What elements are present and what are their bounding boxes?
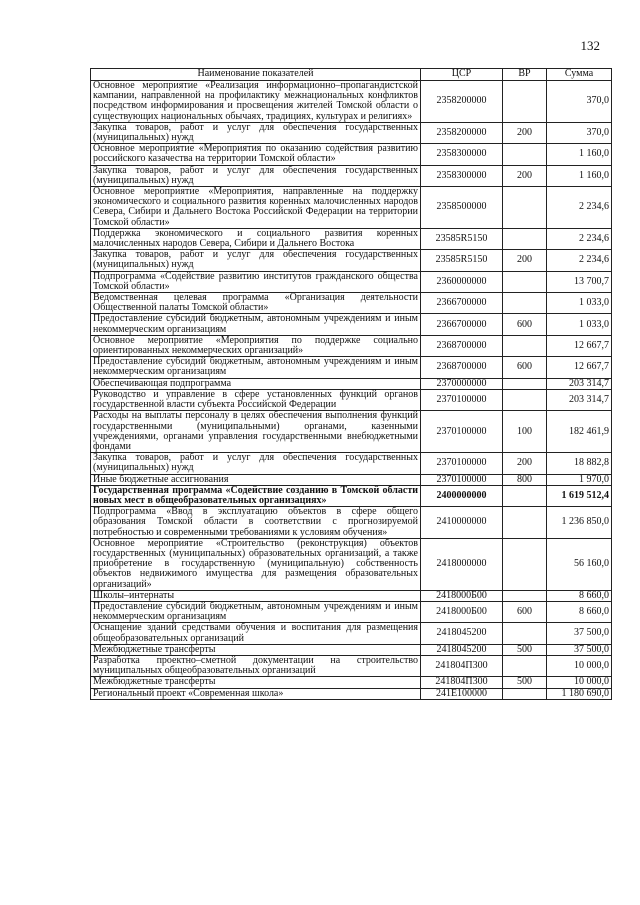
- row-csr-cell: 2370100000: [421, 474, 503, 485]
- row-csr-cell: 241E100000: [421, 688, 503, 699]
- table-row: [91, 144, 612, 165]
- table-header-row: [91, 69, 612, 81]
- row-vr-cell: [503, 293, 547, 314]
- row-sum-cell: 18 882,8: [547, 453, 612, 474]
- table-row: [91, 688, 612, 699]
- row-sum-cell: 10 000,0: [547, 655, 612, 676]
- row-name-cell: Подпрограмма «Ввод в эксплуатацию объектов в сфере общего образования Томской области в соответствии с прогнозируемой потребностью и современными требованиями к условиям обучения»: [91, 507, 421, 539]
- row-csr-cell: 2358300000: [421, 144, 503, 165]
- row-name-cell: Предоставление субсидий бюджетным, автономным учреждениям и иным некоммерческим организациям: [91, 357, 421, 378]
- table-row: [91, 228, 612, 249]
- table-row: [91, 335, 612, 356]
- table-row: [91, 601, 612, 622]
- row-csr-cell: 2360000000: [421, 271, 503, 292]
- row-sum-cell: 203 314,7: [547, 389, 612, 410]
- header-sum: Сумма: [547, 69, 612, 81]
- row-csr-cell: 241804П300: [421, 655, 503, 676]
- row-csr-cell: 23585R5150: [421, 250, 503, 271]
- row-sum-cell: 56 160,0: [547, 538, 612, 590]
- row-name-cell: Разработка проектно–сметной документации на строительство муниципальных общеобразовательных организаций: [91, 655, 421, 676]
- row-name-cell: Подпрограмма «Содействие развитию институтов гражданского общества Томской области»: [91, 271, 421, 292]
- row-csr-cell: 2358500000: [421, 187, 503, 229]
- row-name-cell: Закупка товаров, работ и услуг для обеспечения государственных (муниципальных) нужд: [91, 165, 421, 186]
- row-csr-cell: 2418000Б00: [421, 601, 503, 622]
- table-row: [91, 538, 612, 590]
- table-row: [91, 271, 612, 292]
- row-sum-cell: 370,0: [547, 122, 612, 143]
- row-vr-cell: [503, 655, 547, 676]
- row-name-cell: Оснащение зданий средствами обучения и воспитания для размещения общеобразовательных организаций: [91, 623, 421, 644]
- table-row: [91, 314, 612, 335]
- row-vr-cell: 200: [503, 165, 547, 186]
- row-vr-cell: 200: [503, 122, 547, 143]
- row-sum-cell: 370,0: [547, 81, 612, 123]
- row-name-cell: Основное мероприятие «Реализация информационно–пропагандистской кампании, направленной на профилактику межнациональных конфликтов посредством информирования и просвещения жителей Томской области о существующих национальных обычаях, традициях, культурах и религиях»: [91, 81, 421, 123]
- row-csr-cell: 2410000000: [421, 507, 503, 539]
- header-name: Наименование показателей: [91, 69, 421, 81]
- row-vr-cell: [503, 389, 547, 410]
- row-csr-cell: 2366700000: [421, 314, 503, 335]
- row-name-cell: Предоставление субсидий бюджетным, автономным учреждениям и иным некоммерческим организациям: [91, 601, 421, 622]
- row-vr-cell: [503, 623, 547, 644]
- table-row: [91, 122, 612, 143]
- row-sum-cell: 1 033,0: [547, 293, 612, 314]
- row-sum-cell: 8 660,0: [547, 590, 612, 601]
- row-csr-cell: 2368700000: [421, 357, 503, 378]
- row-sum-cell: 1 180 690,0: [547, 688, 612, 699]
- row-sum-cell: 1 160,0: [547, 165, 612, 186]
- row-name-cell: Государственная программа «Содействие созданию в Томской области новых мест в общеобразовательных организациях»: [91, 485, 421, 506]
- row-sum-cell: 12 667,7: [547, 335, 612, 356]
- row-sum-cell: 2 234,6: [547, 250, 612, 271]
- row-vr-cell: 600: [503, 314, 547, 335]
- table-row: [91, 81, 612, 123]
- row-name-cell: Региональный проект «Современная школа»: [91, 688, 421, 699]
- row-vr-cell: 600: [503, 601, 547, 622]
- row-sum-cell: 13 700,7: [547, 271, 612, 292]
- row-name-cell: Ведомственная целевая программа «Организация деятельности Общественной палаты Томской области»: [91, 293, 421, 314]
- row-sum-cell: 2 234,6: [547, 187, 612, 229]
- row-csr-cell: 2366700000: [421, 293, 503, 314]
- row-sum-cell: 1 160,0: [547, 144, 612, 165]
- table-row: [91, 165, 612, 186]
- row-sum-cell: 1 033,0: [547, 314, 612, 335]
- row-name-cell: Закупка товаров, работ и услуг для обеспечения государственных (муниципальных) нужд: [91, 250, 421, 271]
- row-sum-cell: 37 500,0: [547, 623, 612, 644]
- table-row: [91, 411, 612, 453]
- table-row: [91, 453, 612, 474]
- row-name-cell: Основное мероприятие «Мероприятия по поддержке социально ориентированных некоммерческих организаций»: [91, 335, 421, 356]
- row-vr-cell: [503, 507, 547, 539]
- table-row: [91, 507, 612, 539]
- row-csr-cell: 2418000000: [421, 538, 503, 590]
- row-name-cell: Закупка товаров, работ и услуг для обеспечения государственных (муниципальных) нужд: [91, 453, 421, 474]
- row-csr-cell: 2370100000: [421, 389, 503, 410]
- row-csr-cell: 2418000Б00: [421, 590, 503, 601]
- row-vr-cell: [503, 590, 547, 601]
- row-csr-cell: 2418045200: [421, 644, 503, 655]
- page-number: 132: [580, 38, 600, 53]
- row-name-cell: Поддержка экономического и социального развития коренных малочисленных народов Севера, Сибири и Дальнего Востока: [91, 228, 421, 249]
- row-vr-cell: [503, 271, 547, 292]
- row-sum-cell: 37 500,0: [547, 644, 612, 655]
- row-sum-cell: 1 619 512,4: [547, 485, 612, 506]
- row-name-cell: Школы–интернаты: [91, 590, 421, 601]
- row-csr-cell: 2400000000: [421, 485, 503, 506]
- row-sum-cell: 182 461,9: [547, 411, 612, 453]
- table-row: [91, 357, 612, 378]
- table-row: [91, 378, 612, 389]
- row-csr-cell: 2370100000: [421, 411, 503, 453]
- row-vr-cell: [503, 187, 547, 229]
- budget-table: [90, 68, 612, 700]
- table-row: [91, 590, 612, 601]
- row-vr-cell: [503, 538, 547, 590]
- table-row: [91, 250, 612, 271]
- table-row: [91, 474, 612, 485]
- header-csr: ЦСР: [421, 69, 503, 81]
- row-vr-cell: 800: [503, 474, 547, 485]
- row-vr-cell: 200: [503, 250, 547, 271]
- row-name-cell: Основное мероприятие «Строительство (реконструкция) объектов государственных (муниципальных) образовательных организаций, а также приобретение в государственную (муниципальную) собственность объектов недвижимого имущества для размещения образовательных организаций»: [91, 538, 421, 590]
- row-name-cell: Основное мероприятие «Мероприятия по оказанию содействия развитию российского казачества на территории Томской области»: [91, 144, 421, 165]
- row-vr-cell: [503, 144, 547, 165]
- row-name-cell: Основное мероприятие «Мероприятия, направленные на поддержку экономического и социального развития коренных малочисленных народов Севера, Сибири и Дальнего Востока Российской Федерации на территории Томской области»: [91, 187, 421, 229]
- row-csr-cell: 2358200000: [421, 81, 503, 123]
- row-vr-cell: 500: [503, 677, 547, 688]
- row-name-cell: Обеспечивающая подпрограмма: [91, 378, 421, 389]
- row-vr-cell: [503, 688, 547, 699]
- row-sum-cell: 10 000,0: [547, 677, 612, 688]
- row-vr-cell: [503, 228, 547, 249]
- row-vr-cell: 200: [503, 453, 547, 474]
- table-row: [91, 485, 612, 506]
- table-body: [91, 81, 612, 700]
- row-csr-cell: 2358200000: [421, 122, 503, 143]
- table-row: [91, 389, 612, 410]
- row-vr-cell: 600: [503, 357, 547, 378]
- row-csr-cell: 23585R5150: [421, 228, 503, 249]
- row-csr-cell: 2418045200: [421, 623, 503, 644]
- row-sum-cell: 203 314,7: [547, 378, 612, 389]
- table-row: [91, 187, 612, 229]
- row-name-cell: Межбюджетные трансферты: [91, 677, 421, 688]
- row-sum-cell: 1 236 850,0: [547, 507, 612, 539]
- table-row: [91, 293, 612, 314]
- row-name-cell: Руководство и управление в сфере установленных функций органов государственной власти субъекта Российской Федерации: [91, 389, 421, 410]
- header-vr: ВР: [503, 69, 547, 81]
- row-csr-cell: 2358300000: [421, 165, 503, 186]
- row-sum-cell: 2 234,6: [547, 228, 612, 249]
- row-vr-cell: [503, 335, 547, 356]
- row-csr-cell: 241804П300: [421, 677, 503, 688]
- row-vr-cell: [503, 81, 547, 123]
- table-row: [91, 655, 612, 676]
- row-sum-cell: 1 970,0: [547, 474, 612, 485]
- row-sum-cell: 12 667,7: [547, 357, 612, 378]
- row-vr-cell: 500: [503, 644, 547, 655]
- row-vr-cell: 100: [503, 411, 547, 453]
- table-row: [91, 677, 612, 688]
- row-name-cell: Иные бюджетные ассигнования: [91, 474, 421, 485]
- row-name-cell: Расходы на выплаты персоналу в целях обеспечения выполнения функций государственными (муниципальными) органами, казенными учреждениями, органами управления государственными внебюджетными фондами: [91, 411, 421, 453]
- row-name-cell: Закупка товаров, работ и услуг для обеспечения государственных (муниципальных) нужд: [91, 122, 421, 143]
- row-csr-cell: 2370100000: [421, 453, 503, 474]
- row-csr-cell: 2368700000: [421, 335, 503, 356]
- row-vr-cell: [503, 485, 547, 506]
- table-row: [91, 644, 612, 655]
- row-csr-cell: 2370000000: [421, 378, 503, 389]
- table-row: [91, 623, 612, 644]
- row-name-cell: Предоставление субсидий бюджетным, автономным учреждениям и иным некоммерческим организациям: [91, 314, 421, 335]
- row-sum-cell: 8 660,0: [547, 601, 612, 622]
- row-vr-cell: [503, 378, 547, 389]
- row-name-cell: Межбюджетные трансферты: [91, 644, 421, 655]
